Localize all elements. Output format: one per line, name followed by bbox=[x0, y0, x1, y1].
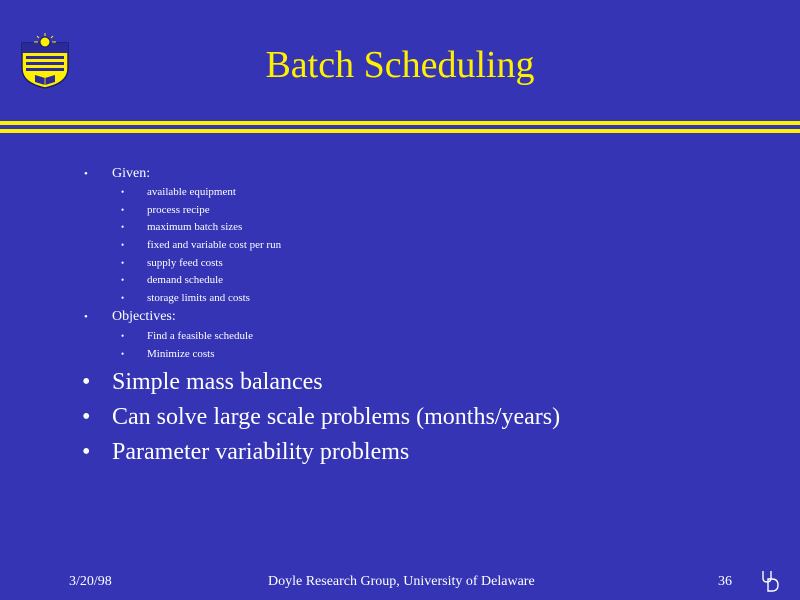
bullet-marker: • bbox=[121, 349, 125, 359]
big-bullet: • Parameter variability problems bbox=[82, 439, 410, 465]
footer-date: 3/20/98 bbox=[69, 574, 112, 589]
bullet-marker: • bbox=[121, 205, 125, 215]
objectives-label: Objectives: bbox=[112, 309, 176, 324]
page-number: 36 bbox=[718, 574, 732, 589]
given-item: • maximum batch sizes bbox=[121, 221, 243, 233]
big-bullet: • Can solve large scale problems (months/years) bbox=[82, 404, 561, 430]
big-bullet: • Simple mass balances bbox=[82, 369, 323, 395]
given-label: Given: bbox=[112, 166, 151, 181]
footer-organization: Doyle Research Group, University of Delaware bbox=[268, 574, 535, 589]
bullet-marker: • bbox=[121, 293, 125, 303]
bullet-marker: • bbox=[82, 369, 91, 395]
given-item: • process recipe bbox=[121, 204, 210, 216]
objectives-item: • Minimize costs bbox=[121, 348, 215, 360]
ud-monogram-icon bbox=[761, 570, 779, 592]
bullet-marker: • bbox=[82, 439, 91, 465]
bullet-given bbox=[84, 166, 151, 182]
objectives-item: • Find a feasible schedule bbox=[121, 330, 253, 342]
title-rule-bottom bbox=[0, 129, 800, 133]
given-item: • available equipment bbox=[121, 186, 236, 198]
bullet-marker: • bbox=[84, 168, 88, 180]
given-item: • fixed and variable cost per run bbox=[121, 239, 282, 251]
bullet-marker: • bbox=[121, 275, 125, 285]
university-of-delaware-seal-icon bbox=[20, 33, 70, 89]
bullet-marker: • bbox=[84, 311, 88, 323]
bullet-marker: • bbox=[121, 258, 125, 268]
bullet-marker: • bbox=[82, 404, 91, 430]
given-item: • demand schedule bbox=[121, 274, 224, 286]
slide-title: Batch Scheduling bbox=[265, 44, 535, 86]
given-item: • supply feed costs bbox=[121, 257, 223, 269]
bullet-marker: • bbox=[121, 187, 125, 197]
bullet-marker: • bbox=[121, 222, 125, 232]
bullet-marker: • bbox=[121, 331, 125, 341]
title-rule-top bbox=[0, 121, 800, 125]
bullet-objectives bbox=[84, 309, 176, 325]
bullet-marker: • bbox=[121, 240, 125, 250]
given-item: • storage limits and costs bbox=[121, 292, 250, 304]
